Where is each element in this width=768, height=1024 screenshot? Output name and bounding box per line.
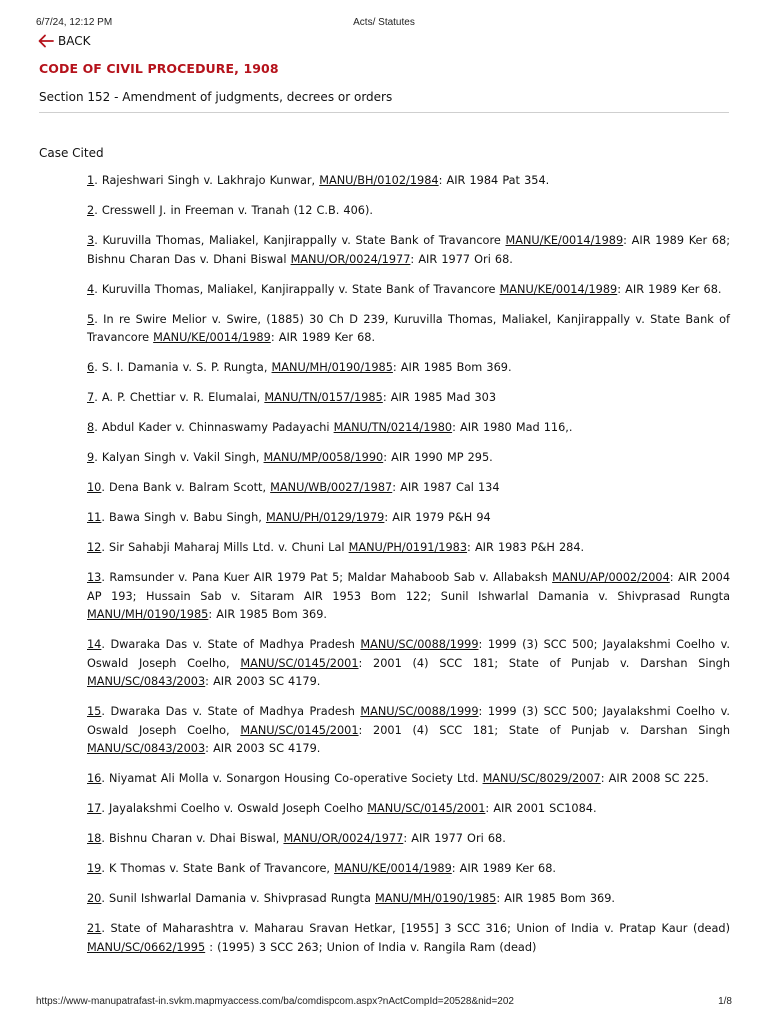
case-number-link[interactable]: 8 [87, 421, 95, 434]
case-text: : AIR 1983 P&H 284. [467, 541, 585, 554]
case-text: . Ramsunder v. Pana Kuer AIR 1979 Pat 5; Maldar Mahaboob Sab v. Allabaksh [101, 571, 553, 584]
case-text: . Niyamat Ali Molla v. Sonargon Housing Co-operative Society Ltd. [101, 772, 483, 785]
case-item [87, 389, 730, 408]
citation-link[interactable]: MANU/OR/0024/1977 [290, 252, 411, 266]
case-number-link[interactable]: 6 [87, 361, 95, 374]
case-number-link[interactable]: 5 [87, 312, 95, 326]
case-text: : AIR 2003 SC 4179. [205, 742, 321, 755]
case-text: : AIR 1989 Ker 68. [451, 862, 557, 875]
citation-link[interactable]: MANU/KE/0014/1989 [505, 234, 624, 247]
print-date: 6/7/24, 12:12 PM [36, 17, 113, 28]
case-item [87, 359, 730, 378]
case-text: . Abdul Kader v. Chinnaswamy Padayachi [94, 421, 334, 434]
case-number-link[interactable]: 16 [87, 772, 102, 785]
case-number-link[interactable]: 9 [87, 451, 95, 464]
case-text: . In re Swire Melior v. Swire, (1885) 30 Ch D 239, Kuruvilla Thomas, Maliakel, Kanjirappally v. State Bank of Travancore [87, 312, 730, 344]
case-item [87, 449, 730, 468]
case-number-link[interactable]: 15 [87, 705, 102, 718]
case-cited-heading: Case Cited [39, 146, 104, 160]
case-number-link[interactable]: 3 [87, 234, 95, 247]
case-text: . Kuruvilla Thomas, Maliakel, Kanjirappally v. State Bank of Travancore [94, 282, 500, 296]
case-text: : AIR 2003 SC 4179. [205, 675, 321, 688]
case-text: . K Thomas v. State Bank of Travancore, [101, 862, 335, 875]
case-number-link[interactable]: 12 [87, 541, 102, 554]
print-url: https://www-manupatrafast-in.svkm.mapmyaccess.com/ba/comdispcom.aspx?nActCompId=20528&nid=202 [36, 996, 514, 1007]
case-text: . State of Maharashtra v. Maharau Sravan Hetkar, [1955] 3 SCC 316; Union of India v. Pratap Kaur (dead) [101, 922, 730, 935]
case-text: : AIR 1979 P&H 94 [384, 511, 491, 524]
case-text: . Jayalakshmi Coelho v. Oswald Joseph Coelho [101, 802, 368, 815]
arrow-left-icon [38, 34, 54, 48]
case-number-link[interactable]: 14 [87, 638, 102, 651]
case-number-link[interactable]: 2 [87, 204, 95, 217]
case-item [87, 830, 730, 849]
case-text: : AIR 1985 Bom 369. [496, 892, 615, 905]
citation-link[interactable]: MANU/SC/8029/2007 [482, 772, 601, 785]
back-label: BACK [58, 34, 91, 48]
case-text: : 2001 (4) SCC 181; State of Punjab v. Darshan Singh [358, 723, 731, 737]
case-item [87, 419, 730, 438]
case-text: . Cresswell J. in Freeman v. Tranah (12 C.B. 406). [94, 204, 373, 217]
citation-link[interactable]: MANU/SC/0088/1999 [360, 705, 479, 718]
citation-link[interactable]: MANU/KE/0014/1989 [499, 282, 618, 296]
citation-link[interactable]: MANU/BH/0102/1984 [319, 174, 439, 187]
case-text: : AIR 1985 Bom 369. [208, 608, 328, 621]
case-number-link[interactable]: 13 [87, 571, 102, 584]
case-item [87, 800, 730, 819]
case-number-link[interactable]: 21 [87, 922, 102, 935]
case-number-link[interactable]: 18 [87, 832, 102, 845]
case-text: . Bishnu Charan v. Dhai Biswal, [101, 832, 284, 845]
case-number-link[interactable]: 1 [87, 174, 95, 187]
case-text: . Bawa Singh v. Babu Singh, [101, 511, 266, 524]
case-item [87, 569, 730, 625]
act-title: CODE OF CIVIL PROCEDURE, 1908 [39, 61, 279, 76]
case-text: : AIR 2001 SC1084. [485, 802, 597, 815]
case-text: . A. P. Chettiar v. R. Elumalai, [94, 391, 265, 404]
case-item [87, 636, 730, 692]
case-item [87, 539, 730, 558]
citation-link[interactable]: MANU/KE/0014/1989 [153, 331, 271, 344]
case-item [87, 770, 730, 789]
case-text: : AIR 1977 Ori 68. [403, 832, 506, 845]
case-text: : AIR 1989 Ker 68. [617, 282, 722, 296]
citation-link[interactable]: MANU/MH/0190/1985 [374, 892, 497, 905]
case-item [87, 232, 730, 269]
citation-link[interactable]: MANU/SC/0145/2001 [240, 723, 359, 737]
case-text: : AIR 1989 Ker 68; Bishnu Charan Das v. Dhani Biswal [87, 234, 730, 266]
case-number-link[interactable]: 17 [87, 802, 102, 815]
case-text: . Sir Sahabji Maharaj Mills Ltd. v. Chuni Lal [101, 541, 349, 554]
case-item [87, 920, 730, 957]
case-text: : 2001 (4) SCC 181; State of Punjab v. Darshan Singh [358, 656, 731, 670]
case-text: : (1995) 3 SCC 263; Union of India v. Rangila Ram (dead) [205, 940, 537, 954]
back-button[interactable] [38, 34, 90, 48]
citation-link[interactable]: MANU/MP/0058/1990 [263, 451, 384, 464]
case-text: : AIR 1980 Mad 116,. [452, 421, 573, 434]
case-number-link[interactable]: 19 [87, 862, 102, 875]
case-number-link[interactable]: 11 [87, 511, 102, 524]
case-text: : AIR 1990 MP 295. [383, 451, 493, 464]
cases-list [87, 172, 730, 969]
citation-link[interactable]: MANU/OR/0024/1977 [283, 832, 404, 845]
case-item [87, 311, 730, 348]
citation-link[interactable]: MANU/SC/0145/2001 [367, 802, 486, 815]
case-text: . Dena Bank v. Balram Scott, [101, 481, 271, 494]
citation-link[interactable]: MANU/PH/0129/1979 [265, 511, 385, 524]
citation-link[interactable]: MANU/AP/0002/2004 [552, 571, 670, 584]
case-text: : AIR 1977 Ori 68. [410, 252, 513, 266]
case-text: . Kalyan Singh v. Vakil Singh, [94, 451, 264, 464]
print-footer [36, 996, 732, 1010]
case-item [87, 202, 730, 221]
case-item [87, 281, 730, 300]
case-text: : AIR 1984 Pat 354. [438, 174, 550, 187]
citation-link[interactable]: MANU/SC/0662/1995 [87, 940, 206, 954]
citation-link[interactable]: MANU/KE/0014/1989 [334, 862, 452, 875]
print-page-title: Acts/ Statutes [353, 17, 415, 28]
section-title: Section 152 - Amendment of judgments, decrees or orders [39, 90, 393, 104]
case-item [87, 890, 730, 909]
case-text: . Sunil Ishwarlal Damania v. Shivprasad Rungta [101, 892, 375, 905]
citation-link[interactable]: MANU/WB/0027/1987 [270, 481, 393, 494]
case-text: : 1999 (3) SCC 500; Jayalakshmi Coelho v. Oswald Joseph Coelho, [87, 638, 730, 670]
case-text: : AIR 1985 Bom 369. [392, 361, 512, 374]
print-header [36, 17, 732, 31]
case-text: : AIR 1989 Ker 68. [270, 331, 376, 344]
case-item [87, 860, 730, 879]
case-text: : AIR 1985 Mad 303 [382, 391, 497, 404]
case-text: : AIR 2008 SC 225. [600, 772, 709, 785]
page-number: 1/8 [718, 996, 732, 1007]
case-number-link[interactable]: 7 [87, 391, 95, 404]
case-number-link[interactable]: 4 [87, 282, 95, 296]
citation-link[interactable]: MANU/TN/0214/1980 [333, 421, 453, 434]
citation-link[interactable]: MANU/PH/0191/1983 [348, 541, 468, 554]
divider [39, 112, 729, 113]
case-text: . Dwaraka Das v. State of Madhya Pradesh [101, 705, 361, 718]
citation-link[interactable]: MANU/TN/0157/1985 [264, 391, 383, 404]
case-item [87, 509, 730, 528]
case-text: : AIR 1987 Cal 134 [392, 481, 500, 494]
case-item [87, 172, 730, 191]
citation-link[interactable]: MANU/SC/0843/2003 [87, 742, 206, 755]
case-text: : 1999 (3) SCC 500; Jayalakshmi Coelho v. Oswald Joseph Coelho, [87, 705, 730, 737]
case-text: : AIR 2004 AP 193; Hussain Sab v. Sitaram AIR 1953 Bom 122; Sunil Ishwarlal Damania v. Shivprasad Rungta [87, 571, 731, 603]
citation-link[interactable]: MANU/SC/0088/1999 [360, 638, 479, 651]
citation-link[interactable]: MANU/SC/0843/2003 [87, 675, 206, 688]
citation-link[interactable]: MANU/MH/0190/1985 [271, 361, 393, 374]
case-text: . Rajeshwari Singh v. Lakhrajo Kunwar, [94, 174, 320, 187]
case-text: . Dwaraka Das v. State of Madhya Pradesh [101, 638, 361, 651]
case-text: . Kuruvilla Thomas, Maliakel, Kanjirappally v. State Bank of Travancore [94, 234, 506, 247]
case-number-link[interactable]: 20 [87, 892, 102, 905]
citation-link[interactable]: MANU/MH/0190/1985 [87, 608, 209, 621]
case-text: . S. I. Damania v. S. P. Rungta, [94, 361, 272, 374]
case-number-link[interactable]: 10 [87, 481, 102, 494]
case-item [87, 703, 730, 759]
citation-link[interactable]: MANU/SC/0145/2001 [240, 656, 359, 670]
case-item [87, 479, 730, 498]
